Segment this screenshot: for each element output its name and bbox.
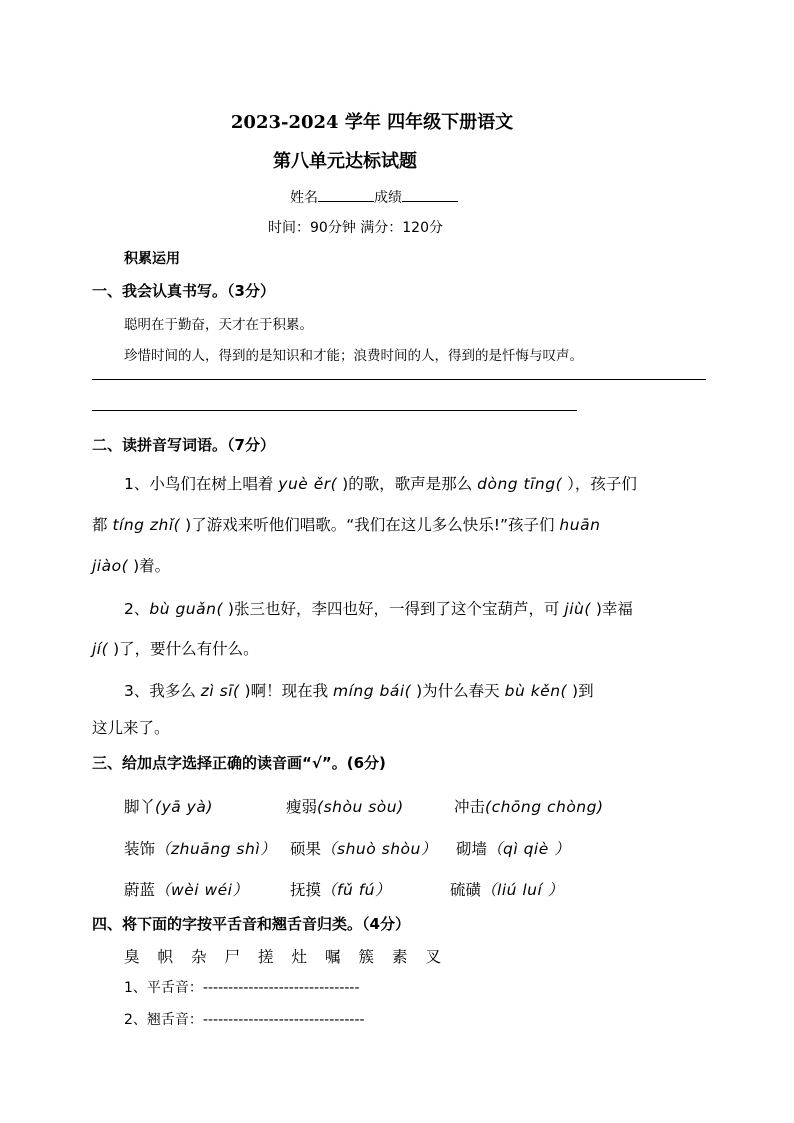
q2-line-4: 2、bù guǎn( )张三也好，李四也好，一得到了这个宝葫芦，可 jiù( )幸福: [124, 600, 633, 618]
pinyin-jiu: jiù(: [564, 600, 591, 618]
q2-line-7: 这儿来了。: [92, 719, 170, 737]
char: 搓: [258, 948, 274, 966]
q3-item[interactable]: 蔚蓝（wèi wéi）: [124, 881, 249, 899]
q2-line-1: 1、小鸟们在树上唱着 yuè ěr( )的歌，歌声是那么 dòng tīng( ），孩子们: [124, 475, 637, 493]
q4-pingshe-line[interactable]: [124, 977, 360, 997]
pinyin-yue-er: yuè ěr(: [278, 475, 338, 493]
pinyin-bu-guan: bù guǎn(: [149, 600, 223, 618]
name-label: 姓名: [290, 190, 318, 206]
qiaoshe-blank[interactable]: --------------------------------: [202, 1012, 365, 1028]
score-blank[interactable]: [402, 187, 458, 202]
char: 尸: [224, 948, 241, 966]
pinyin-huan: huān: [559, 516, 601, 534]
name-blank[interactable]: [318, 187, 374, 202]
pinyin-ji: jí(: [92, 640, 109, 658]
q1-copy-line-1: 聪明在于勤奋，天才在于积累。: [124, 317, 313, 333]
exam-title: 2023-2024 学年 四年级下册语文: [230, 112, 514, 133]
q3-item[interactable]: 装饰（zhuāng shì）: [124, 840, 277, 858]
q4-qiaoshe-line[interactable]: [124, 1009, 365, 1029]
pingshe-blank[interactable]: -------------------------------: [202, 980, 360, 996]
q3-item[interactable]: 瘦弱(shòu sòu): [286, 798, 404, 816]
q2-line-2: 都 tíng zhǐ( )了游戏来听他们唱歌。“我们在这儿多么快乐!”孩子们 huān: [92, 516, 601, 534]
pinyin-dong-ting: dòng tīng(: [477, 475, 563, 493]
q2-heading: 二、读拼音写词语。（7分）: [92, 436, 275, 454]
q1-heading: 一、我会认真书写。（3分）: [92, 282, 275, 300]
char: 叉: [425, 948, 442, 966]
q3-item[interactable]: 冲击(chōng chòng): [454, 798, 604, 816]
q3-item[interactable]: 硫磺（liú luí ）: [450, 881, 564, 899]
name-score-line: [290, 187, 458, 207]
q3-item[interactable]: 抚摸（fǔ fú）: [290, 881, 392, 899]
exam-subtitle: 第八单元达标试题: [273, 151, 417, 172]
q2-line-5: jí( )了，要什么有什么。: [92, 640, 259, 658]
char: 嘱: [325, 948, 341, 966]
q4-characters: [124, 945, 459, 967]
char: 杂: [191, 948, 207, 966]
q1-copy-line-2: 珍惜时间的人，得到的是知识和才能；浪费时间的人，得到的是忏悔与叹声。: [124, 348, 583, 364]
writing-line-1[interactable]: [92, 379, 706, 380]
q4-heading: 四、将下面的字按平舌音和翘舌音归类。（4分）: [92, 915, 410, 933]
char: 灶: [291, 948, 308, 966]
q2-line-6: 3、我多么 zì sī( )啊！现在我 míng bái( )为什么春天 bù kěn( )到: [124, 682, 594, 700]
pingshe-label: 1、平舌音：: [124, 980, 203, 996]
pinyin-jiao: jiào(: [92, 557, 129, 575]
q3-item[interactable]: 砌墙（qì qiè ）: [456, 840, 571, 858]
pinyin-zi-si: zì sī(: [200, 682, 240, 700]
pinyin-ming-bai: míng bái(: [333, 682, 412, 700]
pinyin-ting-zhi: tíng zhǐ(: [112, 516, 181, 534]
char: 簇: [358, 948, 375, 966]
q3-item[interactable]: 脚丫(yā yà): [124, 798, 213, 816]
q3-item[interactable]: 硕果（shuò shòu）: [290, 840, 437, 858]
time-score-info: 时间：90分钟 满分：120分: [268, 220, 443, 236]
part-label: 积累运用: [124, 251, 180, 267]
pinyin-bu-ken: bù kěn(: [504, 682, 568, 700]
q3-heading: 三、给加点字选择正确的读音画“√”。(6分): [92, 754, 386, 772]
char: 素: [392, 948, 408, 966]
char: 帜: [157, 948, 174, 966]
q2-line-3: jiào( )着。: [92, 557, 171, 575]
score-label: 成绩: [374, 190, 402, 206]
char: 臭: [124, 948, 140, 966]
writing-line-2[interactable]: [92, 410, 577, 411]
qiaoshe-label: 2、翘舌音：: [124, 1012, 203, 1028]
